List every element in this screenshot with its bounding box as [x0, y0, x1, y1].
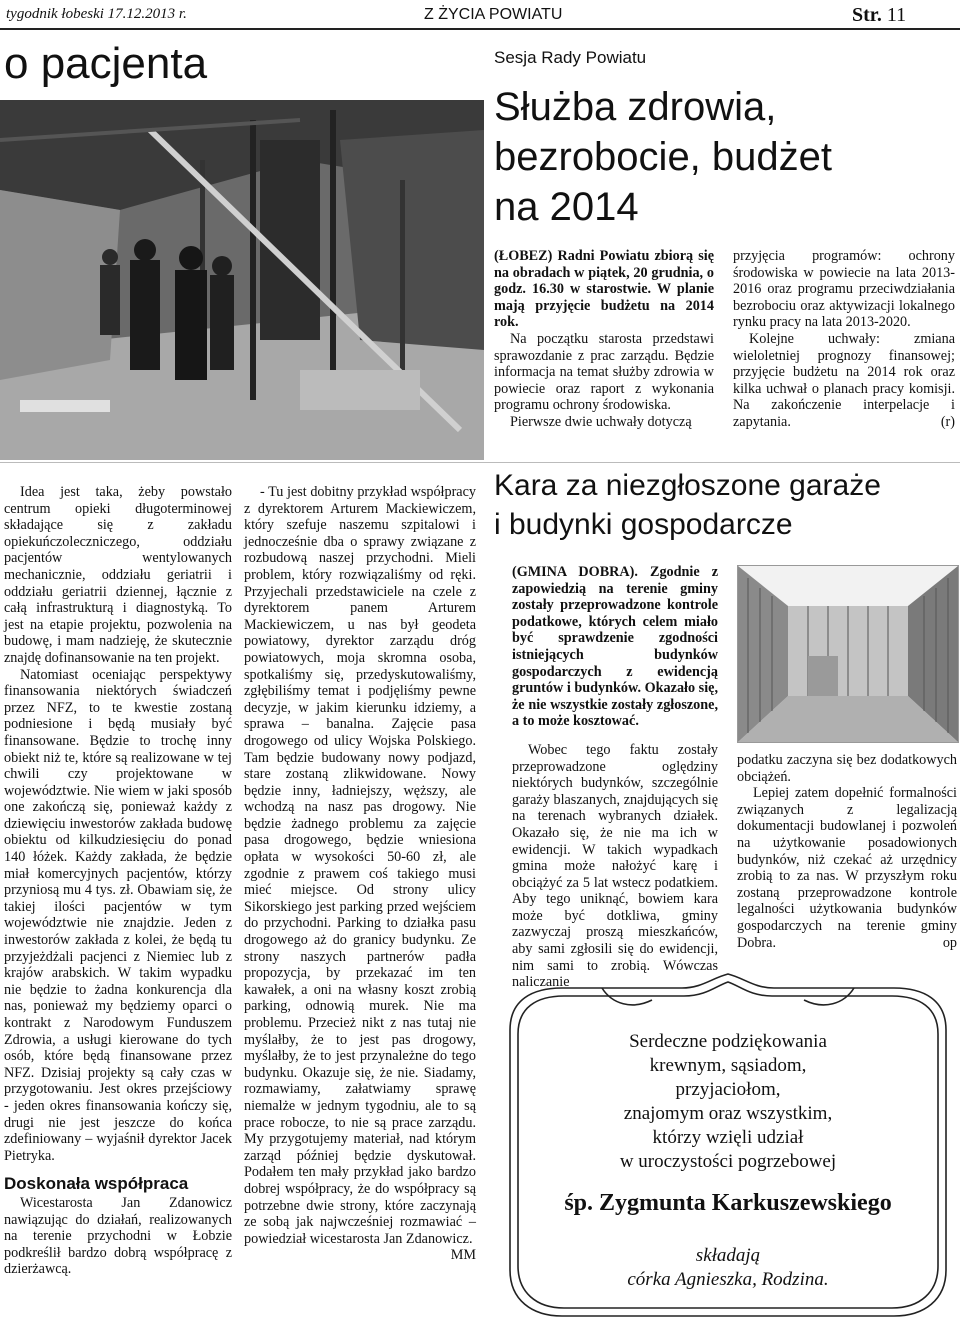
kara-paragraph: Wobec tego faktu zostały przeprowadzone oględziny niektórych budynków, szczególnie garaży blaszanych, znajdujących się na terenach wybranych działek. Okazało się, że nie ma ich w ewidencji. W takich wypadkach gmina może nałożyć karę i obciążyć za 5 lat wstecz podatkiem. Aby tego uniknąć, bowiem kara może być dotkliwa, gminy zazwyczaj proszą mieszkańców, aby sami zgłosili się do ewidencji, nim sami to zrobią. Wówczas naliczanie — [512, 741, 718, 991]
condolence-signature: córka Agnieszka, Rodzina. — [627, 1269, 829, 1290]
sesja-kicker: Sesja Rady Powiatu — [494, 48, 647, 67]
sesja-column-2 — [733, 248, 955, 431]
page-number: Str. 11 — [852, 4, 907, 26]
article-paragraph: Natomiast oceniając perspektywy finansowania niektórych świadczeń przez NFZ, to te kwestie zostaną podniesione i będą musiały być finansowane. Będzie to trochę inny obiekt niż te, które są realizowane w tej chwili czy projektowane w województwie. Nie wiem w jaki sposób one zakończą się, ponieważ każdy z dziewięciu inwestorów zakłada budowę obiektu od kilkudziesięciu do ponad 140 łóżek. Każdy zakłada, że będzie miał komercyjnych pacjentów, którzy przyniosą mu 4 tys. zł. Obawiam się, że takiej ilości pacjentów w tym województwie nie znajdzie. Jeden z inwestorów zakłada z kolei, że będą tu przyjeżdżali pacjenci z Niemiec lub z krajów arabskich. W takim wypadku nie będzie to żadna konkurencja dla nas, ponieważ my będziemy oparci o kontrakt z Narodowym Funduszem Zdrowia, a usługi kierowane do tych osób, które będą finansowane przez NFZ. Dzisiaj projekty są cały czas w przygotowaniu. Jest okres przejściowy - jeden okres finansowania kończy się, drugi nie jest jeszcze do końca zdefiniowany – wyjaśnił dyrektor Jacek Pietryka. — [4, 666, 232, 1164]
sesja-paragraph: przyjęcia programów: ochrony środowiska w powiecie na lata 2013-2016 oraz programu przeciwdziałania bezrobociu oraz aktywizacji lokalnego rynku pracy na lata 2013-2020. — [733, 248, 955, 331]
article-column-2 — [244, 484, 476, 1264]
condolence-line: w uroczystości pogrzebowej — [619, 1151, 837, 1172]
sesja-signature: (r) — [940, 413, 955, 430]
kara-signature: op — [942, 934, 957, 951]
kara-paragraph: podatku zaczyna się bez dodatkowych obciążeń. — [737, 752, 957, 785]
article-headline-continued: o pacjenta — [4, 39, 208, 88]
deceased-name: śp. Zygmunta Karkuszewskiego — [564, 1190, 892, 1216]
article-paragraph: - Tu jest dobitny przykład współpracy z dyrektorem Arturem Mackiewiczem, który szefuje naszemu szpitalowi i jednocześnie dba o sprawy związane z rozbudową naszej przychodni. Mieli problem, który rozwiązaliśmy od ręki. Przyjechali przedstawiciele na czele z dyrektorem panem Arturem Mackiewiczem, u nas był geodeta powiatowy, dyrektor zarządu dróg powiatowych, moja skromna osoba, spotkaliśmy się, przedyskutowaliśmy, zgłębiliśmy temat i podjęliśmy pewne decyzje, w jakim kierunku idziemy, a sprawa – banalna. Zajęcie pasa drogowego od ulicy Wojska Polskiego. Tam będzie budowany nowy podjazd, stare zostaną zlikwidowane. Nowy będzie inny, ładniejszy, węższy, ale wchodzą na nasz pas drogowy. Nie będzie żadnego problemu za zajęcie pasa drogowego, będzie wniesiona opłata w wysokości 50-60 zł, ale zgodnie z prawem coś takiego musi mieć miejsce. Od strony ulicy Sikorskiego jest parking przed wejściem do przychodni. Parking to działka pasu drogowego aż do granicy budynku. Ze strony naszych partnerów padła propozycja, by przekazać im ten kawałek, a oni na własny koszt zrobią parking, odnowią murek. Nie ma problemu. Przecież nikt z nas tutaj nie myślałby, że to jest pas drogowy, myślałby, że to jest przynależne do tego budynku. Okazuje się, że nie. Siadamy, rozmawiamy, załatwiamy sprawę niemalże w jednym tygodniu, ale to są prace robocze, to nie są prace zarządu. My przygotujemy materiał, nad którym zarząd później będzie dyskutował. Podałem ten mały przykład jako bardzo dobrej współpracy, że do współpracy są potrzebne dwie strony, które zaczynają ze sobą jak najwcześniej rozmawiać – powiedział wicestarosta Jan Zdanowicz. MM — [244, 484, 476, 1264]
article-paragraph: Wicestarosta Jan Zdanowicz nawiązując do działań, realizowanych na terenie przychodni w Łobzie podkreślił bardzo dobrą współpracę z dzierżawcą. — [4, 1194, 232, 1278]
article-subhead: Doskonała współpraca — [4, 1174, 189, 1194]
section-divider — [0, 462, 960, 463]
condolence-signature: składają — [695, 1245, 761, 1266]
condolence-line: przyjaciołom, — [675, 1079, 781, 1100]
sesja-headline: Służba zdrowia, bezrobocie, budżet na 2014 — [494, 85, 833, 229]
sesja-paragraph: Na początku starosta przedstawi sprawozdanie z prac zarządu. Będzie informacja na temat służby zdrowia w powiecie oraz raport z wykonania programu ochrony środowiska. — [494, 330, 714, 414]
garage-illustration — [738, 566, 958, 742]
kara-headline: Kara za niezgłoszone garaże i budynki gospodarcze — [494, 469, 881, 541]
condolence-notice — [502, 1030, 954, 1292]
kara-paragraph: Lepiej zatem dopełnić formalności związanych z legalizacją dokumentacji budowlanej i pozwoleń na użytkowanie posadowionych budynków, niż czekać aż urzędnicy zrobią to za nas. W przyszłym roku zostaną przeprowadzone kontrole legalności użytkowania budynków gospodarczych na terenie gminy Dobra. op — [737, 785, 957, 951]
article-signature: MM — [450, 1247, 476, 1264]
condolence-line: którzy wzięli udział — [652, 1127, 804, 1148]
article-column-1 — [4, 484, 232, 1278]
kara-lead: (GMINA DOBRA). Zgodnie z zapowiedzią na terenie gminy zostały przeprowadzone kontrole podatkowe, których celem miało być sprawdzenie zgodności istniejących budynków gospodarczych z ewidencją gruntów i budynków. Okazało się, że nie wszystkie zostały zgłoszone, a to może kosztować. — [512, 564, 718, 730]
condolence-line: Serdeczne podziękowania — [629, 1031, 827, 1052]
kara-column-1 — [512, 564, 718, 991]
section-name: Z ŻYCIA POWIATU — [424, 6, 563, 23]
issue-date: tygodnik łobeski 17.12.2013 r. — [6, 6, 187, 22]
sesja-column-1 — [494, 248, 714, 431]
garage-photo — [737, 565, 959, 743]
header-rule — [0, 28, 960, 30]
sesja-paragraph: Kolejne uchwały: zmiana wieloletniej prognozy finansowej; przyjęcie budżetu na 2014 rok oraz kilka uchwał o planach pracy komisji. Na zakończenie interpelacje i zapytania. (r) — [733, 330, 955, 430]
construction-interior-illustration — [0, 100, 484, 460]
sesja-lead: (ŁOBEZ) Radni Powiatu zbiorą się na obradach w piątek, 20 grudnia, o godz. 16.30 w starostwie. W planie mają przyjęcie budżetu na 2014 rok. — [494, 248, 714, 331]
condolence-line: znajomym oraz wszystkim, — [623, 1103, 833, 1124]
condolence-line: krewnym, sąsiadom, — [649, 1055, 807, 1076]
construction-photo — [0, 100, 484, 460]
sesja-paragraph: Pierwsze dwie uchwały dotyczą — [510, 413, 692, 430]
article-paragraph: Idea jest taka, żeby powstało centrum opieki długoterminowej składające się z zakładu opiekuńczoleczniczego, oddziału pacjentów wentylowanych mechanicznie, oddziału geriatrii i oddziału geriatrii dziennej, łącznie z całą infrastrukturą i diagnostyką. To jest na etapie projektu, pozwolenia na budowę, i mam nadzieję, że skutecznie znajdę dofinansowanie na ten projekt. — [4, 484, 232, 666]
kara-column-2 — [737, 752, 957, 951]
